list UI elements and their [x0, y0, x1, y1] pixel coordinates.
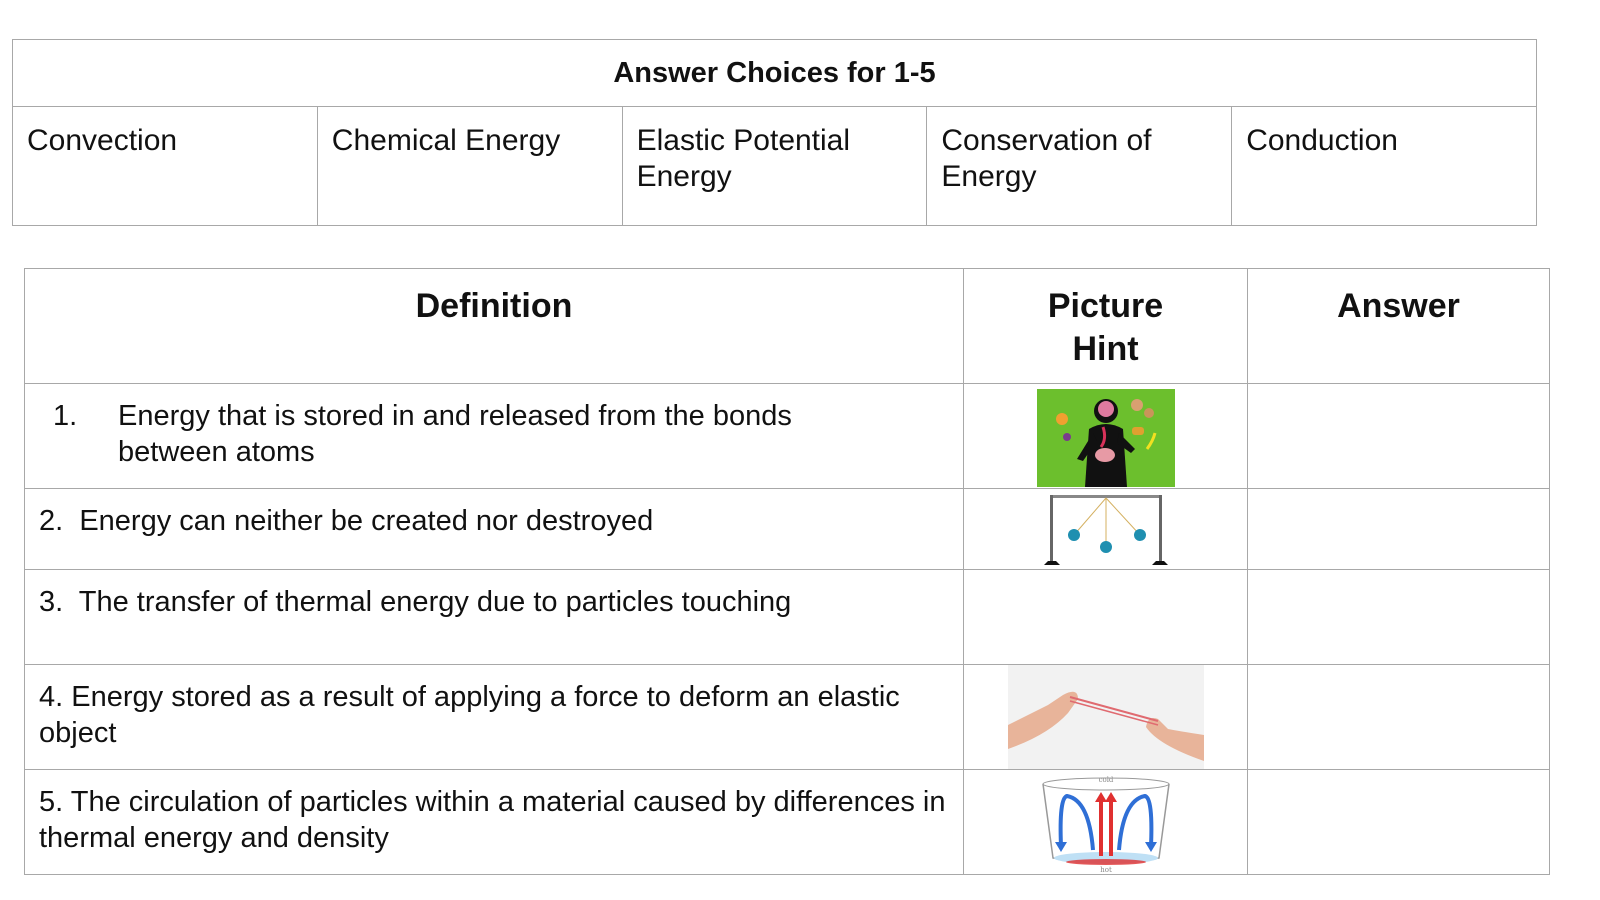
picture-hint-cell [964, 665, 1248, 770]
row-number: 2. [39, 505, 64, 537]
table-row [25, 489, 1550, 570]
row-number: 1. [53, 400, 78, 432]
convection-beaker-icon [1037, 770, 1175, 874]
definition-cell [25, 665, 964, 770]
picture-hint-cell [964, 384, 1248, 489]
answer-cell[interactable] [1248, 384, 1550, 489]
definition-cell [25, 770, 964, 875]
human-body-energy-icon [1037, 389, 1175, 487]
hot-label: hot [1099, 866, 1112, 874]
header-definition: Definition [25, 269, 964, 384]
choice-elastic-potential-energy: Elastic Potential Energy [622, 107, 927, 226]
header-picture-hint: Picture Hint [964, 269, 1248, 384]
table-row [25, 384, 1550, 489]
table-row [25, 570, 1550, 665]
definition-cell [25, 384, 964, 489]
definition-text: Energy can neither be created nor destroyed [79, 505, 654, 537]
choice-convection: Convection [13, 107, 318, 226]
choice-conservation-of-energy: Conservation of Energy [927, 107, 1232, 226]
answer-choices-table [12, 39, 1537, 226]
answer-choices-title: Answer Choices for 1-5 [13, 40, 1537, 107]
definition-cell [25, 489, 964, 570]
answer-cell[interactable] [1248, 570, 1550, 665]
cold-label: cold [1098, 776, 1113, 784]
choice-conduction: Conduction [1232, 107, 1537, 226]
row-number: 5. [39, 786, 64, 818]
header-answer: Answer [1248, 269, 1550, 384]
picture-hint-cell [964, 489, 1248, 570]
table-row [25, 665, 1550, 770]
definition-text: Energy stored as a result of applying a force to deform an elastic object [39, 681, 900, 749]
definition-cell [25, 570, 964, 665]
definition-text: The circulation of particles within a material caused by differences in thermal energy and density [39, 786, 946, 854]
picture-hint-cell [964, 770, 1248, 875]
definitions-table [24, 268, 1550, 875]
answer-cell[interactable] [1248, 665, 1550, 770]
picture-hint-cell [964, 570, 1248, 665]
rubber-band-stretch-icon [1008, 665, 1204, 769]
definition-text: Energy that is stored in and released from the bonds between atoms [118, 400, 792, 468]
row-number: 4. [39, 681, 64, 713]
answer-cell[interactable] [1248, 489, 1550, 570]
answer-cell[interactable] [1248, 770, 1550, 875]
definition-text: The transfer of thermal energy due to particles touching [78, 586, 792, 618]
row-number: 3. [39, 586, 64, 618]
table-row [25, 770, 1550, 875]
pendulum-icon [1044, 491, 1168, 569]
choice-chemical-energy: Chemical Energy [317, 107, 622, 226]
